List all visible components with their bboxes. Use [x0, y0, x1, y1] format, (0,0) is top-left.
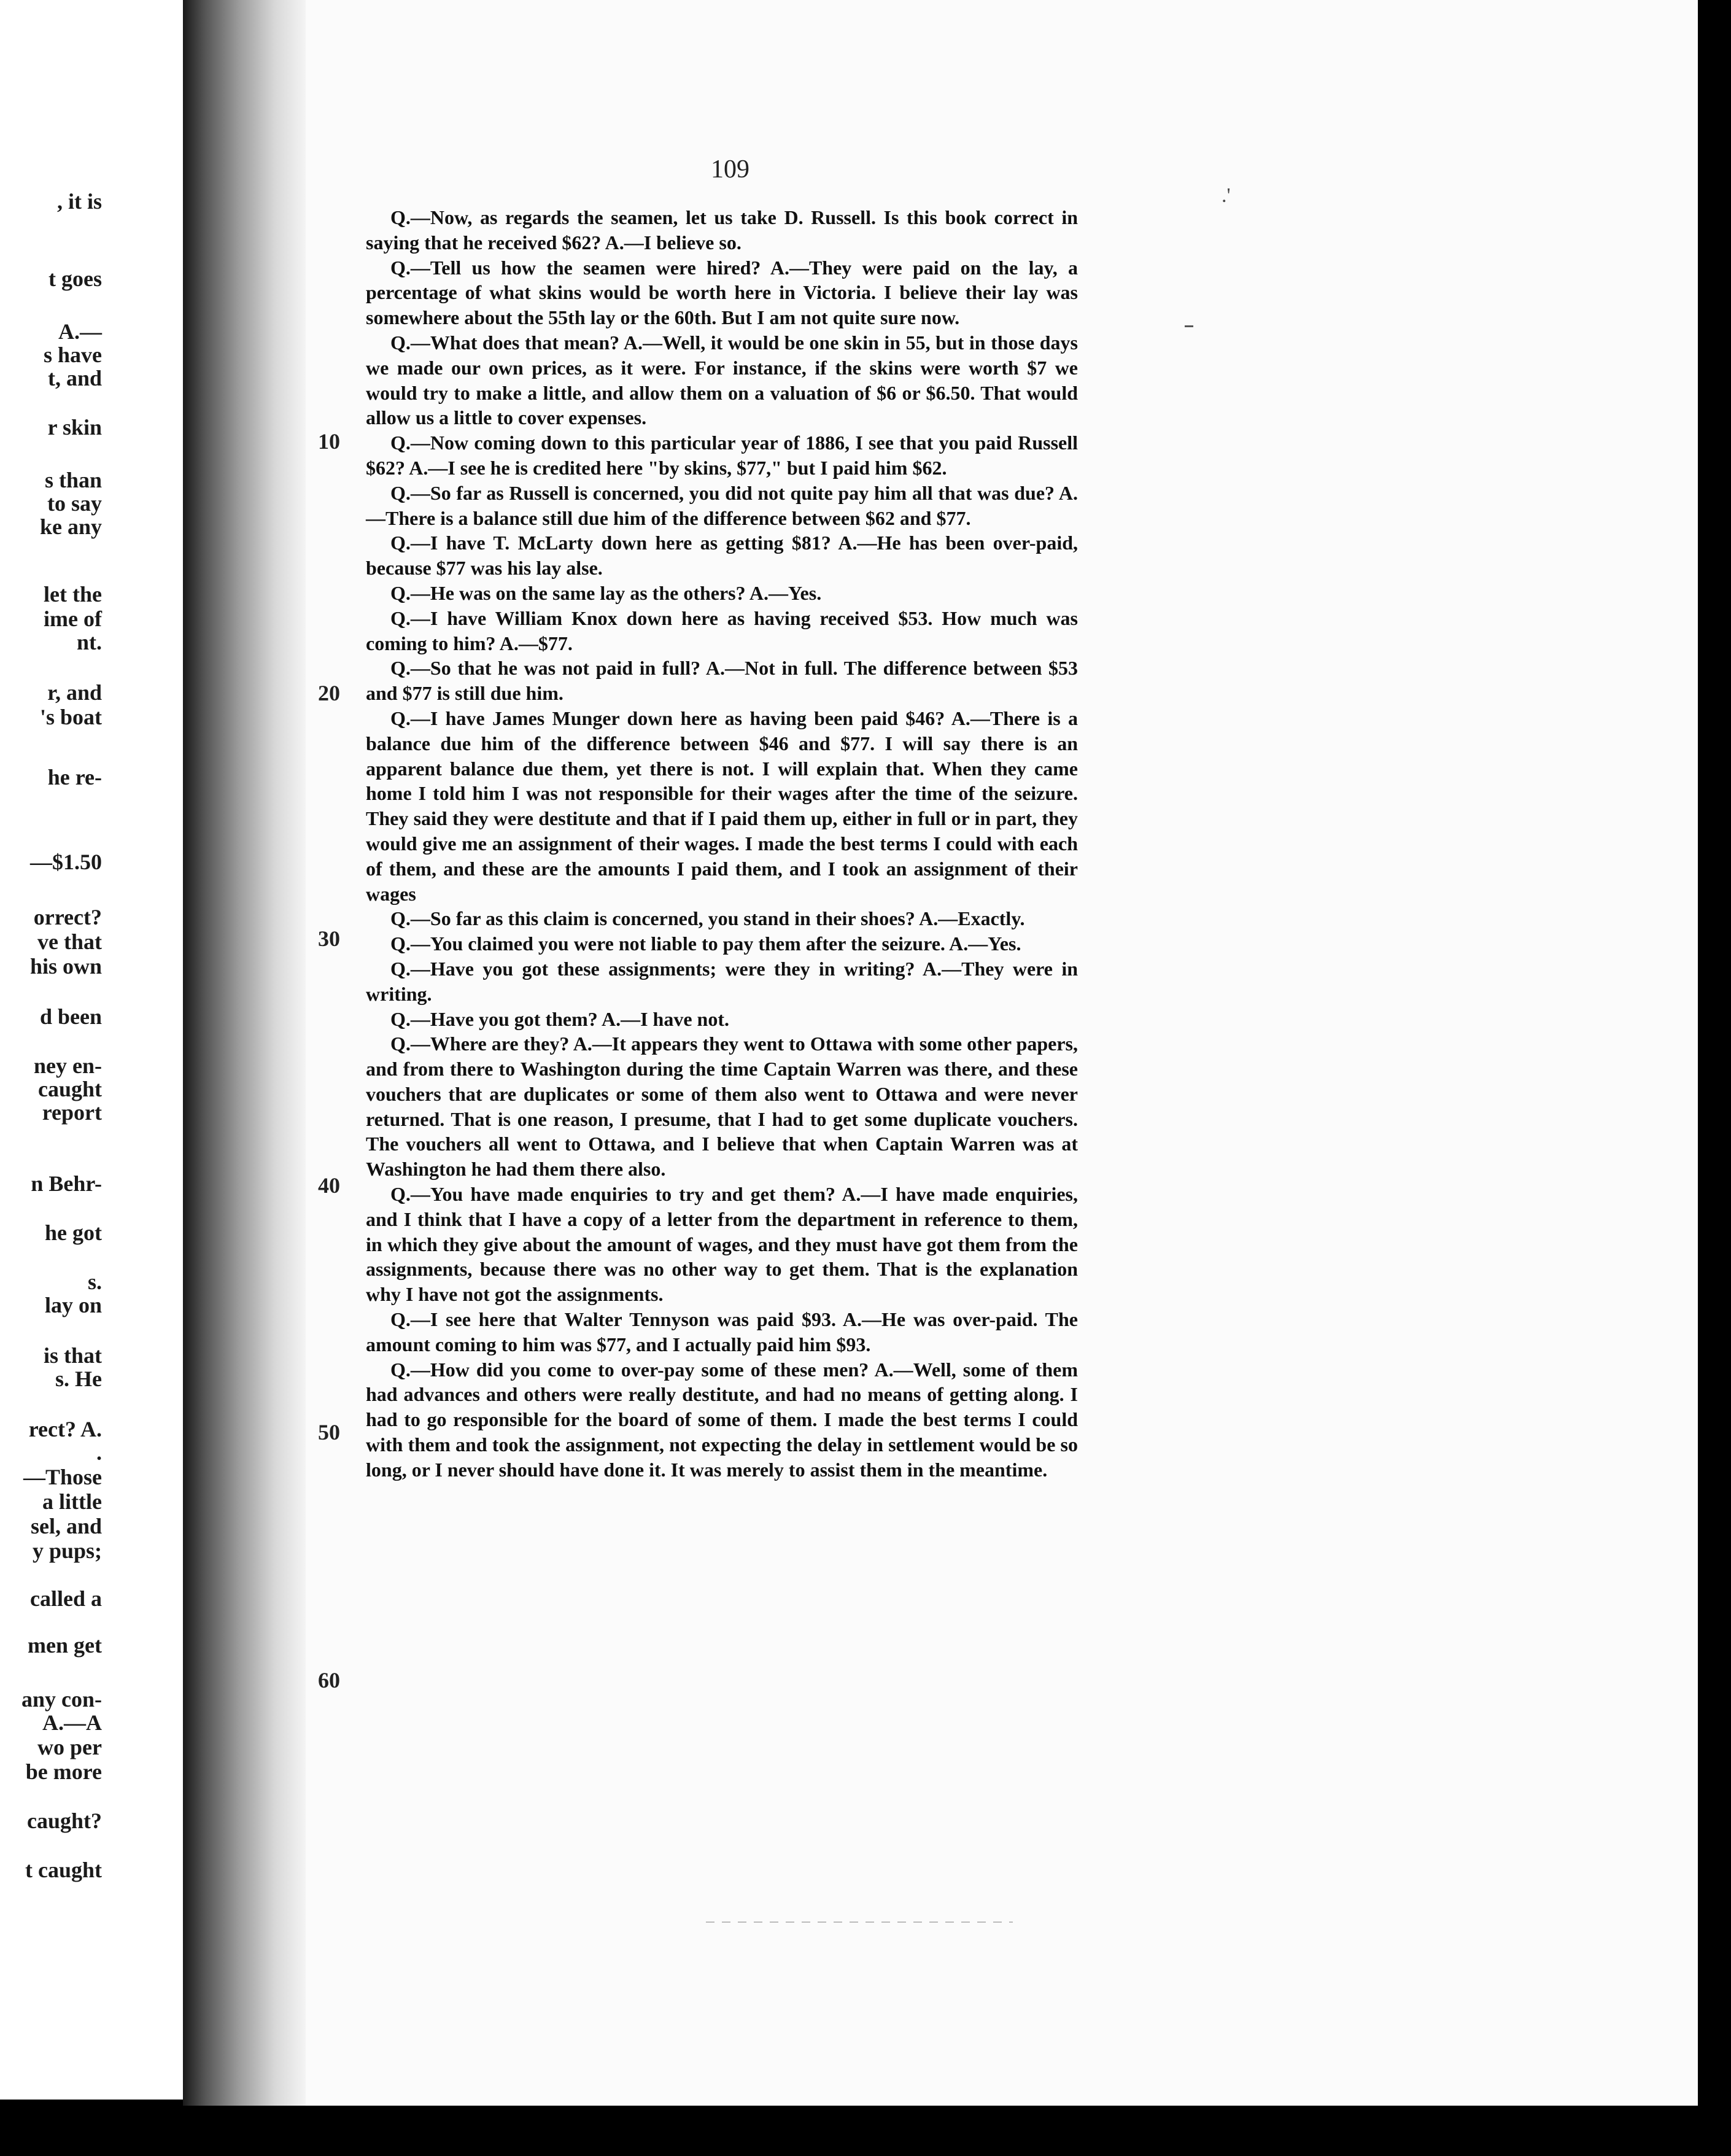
line-number: 30 — [318, 926, 340, 951]
left-fragment: d been — [39, 1004, 102, 1029]
paragraph: Q.—I have William Knox down here as having received $53. How much was coming to him? A.—$77. — [366, 607, 1078, 654]
left-fragment: report — [42, 1100, 102, 1125]
left-fragment: t goes — [48, 266, 102, 291]
left-fragment: ime of — [44, 607, 102, 631]
left-fragment: r skin — [47, 415, 102, 440]
paragraph: Q.—He was on the same lay as the others? A.—Yes. — [390, 581, 822, 604]
left-fragment: let the — [44, 582, 102, 607]
margin-dash — [1185, 325, 1193, 327]
left-fragment: any con- — [21, 1687, 102, 1712]
left-fragment: A.— — [58, 319, 102, 344]
left-fragment: —Those — [23, 1465, 102, 1489]
book-gutter-shadow — [183, 0, 306, 2106]
paragraph: Q.—Now, as regards the seamen, let us take D. Russell. Is this book correct in saying that he received $62? A.—I believe so. — [366, 206, 1078, 254]
left-fragment: lay on — [44, 1293, 102, 1317]
left-fragment: wo per — [37, 1735, 102, 1759]
paragraph: Q.—Have you got them? A.—I have not. — [390, 1007, 729, 1030]
line-number: 50 — [318, 1420, 340, 1444]
left-fragment: s. — [87, 1270, 102, 1294]
footer-rule — [706, 1921, 1013, 1923]
paragraph: Q.—So far as this claim is concerned, you stand in their shoes? A.—Exactly. — [390, 907, 1025, 930]
left-fragment: ve that — [37, 929, 102, 954]
paragraph: Q.—So that he was not paid in full? A.—Not in full. The difference between $53 and $77 is still due him. — [366, 657, 1078, 705]
left-fragment: he re- — [47, 765, 102, 789]
paragraph: Q.—Where are they? A.—It appears they went to Ottawa with some other papers, and from there to Washington during the time Captain Warren was there, and these vouchers that are duplicates or some of them also went to Ottawa and were never returned. That is one reason, I presume, that I had to get some duplicate vouchers. The vouchers all went to Ottawa, and I believe that when Captain Warren was at Washington he had them there also. — [366, 1033, 1078, 1181]
paragraph: Q.—You claimed you were not liable to pay them after the seizure. A.—Yes. — [390, 933, 1021, 955]
left-fragment: ney en- — [34, 1053, 102, 1078]
margin-marks: .' — [1222, 184, 1231, 207]
left-fragment: men get — [28, 1633, 102, 1658]
left-fragment: s than — [44, 468, 102, 492]
left-page — [0, 0, 183, 2100]
line-number: 60 — [318, 1668, 340, 1693]
left-fragment: sel, and — [30, 1514, 102, 1538]
line-number: 10 — [318, 429, 340, 454]
paragraph: Q.—Have you got these assignments; were they in writing? A.—They were in writing. — [366, 957, 1078, 1005]
left-fragment: he got — [45, 1220, 102, 1245]
line-number: 20 — [318, 681, 340, 705]
left-fragment: orrect? — [33, 905, 102, 929]
left-fragment: nt. — [76, 630, 102, 654]
testimony-text — [366, 205, 1078, 1483]
left-fragment: caught — [37, 1077, 102, 1101]
left-fragment: 's boat — [39, 705, 102, 729]
left-fragment: his own — [29, 954, 102, 979]
paragraph: Q.—How did you come to over-pay some of these men? A.—Well, some of them had advances and others were really destitute, and had no means of getting along. I had to go responsible for the board of some of them. I made the best terms I could with them and took the assignment, not expecting the delay in settlement would be so long, or I never should have done it. It was merely to assist them in the meantime. — [366, 1358, 1078, 1481]
page-number: 109 — [711, 155, 749, 184]
left-fragment: , it is — [56, 189, 102, 214]
left-fragment: n Behr- — [31, 1171, 102, 1196]
paragraph: Q.—I see here that Walter Tennyson was paid $93. A.—He was over-paid. The amount coming to him was $77, and I actually paid him $93. — [366, 1308, 1078, 1355]
paragraph: Q.—Tell us how the seamen were hired? A.—They were paid on the lay, a percentage of what skins would be worth here in Victoria. I believe their lay was somewhere about the 55th lay or the 60th. But I am not quite sure now. — [366, 256, 1078, 329]
left-fragment: rect? A. — [28, 1417, 102, 1441]
left-fragment: be more — [25, 1759, 102, 1784]
left-fragment: s have — [43, 343, 102, 367]
paragraph: Q.—What does that mean? A.—Well, it would be one skin in 55, but in those days we made our own prices, as it were. For instance, if the skins were worth $7 we would try to make a little, and allow them on a valuation of $6 or $6.50. That would allow us a little to cover expenses. — [366, 331, 1078, 429]
left-fragment: . — [96, 1440, 102, 1465]
left-fragment: ke any — [39, 514, 102, 539]
scan-border — [1698, 0, 1731, 2156]
left-fragment: a little — [42, 1489, 102, 1514]
left-fragment: A.—A — [42, 1710, 102, 1735]
left-fragment: s. He — [55, 1367, 102, 1391]
left-fragment: r, and — [47, 680, 102, 705]
paragraph: Q.—Now coming down to this particular year of 1886, I see that you paid Russell $62? A.—I see he is credited here "by skins, $77," but I paid him $62. — [366, 432, 1078, 479]
paragraph: Q.—I have James Munger down here as having been paid $46? A.—There is a balance due him of the difference between $46 and $77. I will say there is an apparent balance due them, yet there is not. I will explain that. When they came home I told him I was not responsible for their wages after the time of the seizure. They said they were destitute and that if I paid them up, either in full or in part, they would give me an assignment of their wages. I made the best terms I could with each of them, and these are the amounts I paid them, and I took an assignment of their wages — [366, 707, 1078, 905]
left-fragment: t, and — [47, 366, 102, 390]
line-number: 40 — [318, 1173, 340, 1198]
paragraph: Q.—So far as Russell is concerned, you did not quite pay him all that was due? A.—There is a balance still due him of the difference between $62 and $77. — [366, 481, 1078, 529]
paragraph: Q.—You have made enquiries to try and get them? A.—I have made enquiries, and I think that I have a copy of a letter from the department in reference to them, in which they give about the amount of wages, and they must have got them from the assignments, because there was no other way to get them. That is the explanation why I have not got the assignments. — [366, 1183, 1078, 1306]
left-fragment: called a — [30, 1586, 102, 1611]
left-fragment: y pups; — [32, 1538, 102, 1563]
left-fragment: to say — [47, 491, 102, 516]
left-fragment: caught? — [26, 1809, 102, 1833]
left-fragment: is that — [43, 1343, 102, 1368]
paragraph: Q.—I have T. McLarty down here as getting $81? A.—He has been over-paid, because $77 was his lay alse. — [366, 532, 1078, 580]
left-fragment: —$1.50 — [30, 850, 102, 874]
left-fragment: t caught — [25, 1858, 102, 1882]
